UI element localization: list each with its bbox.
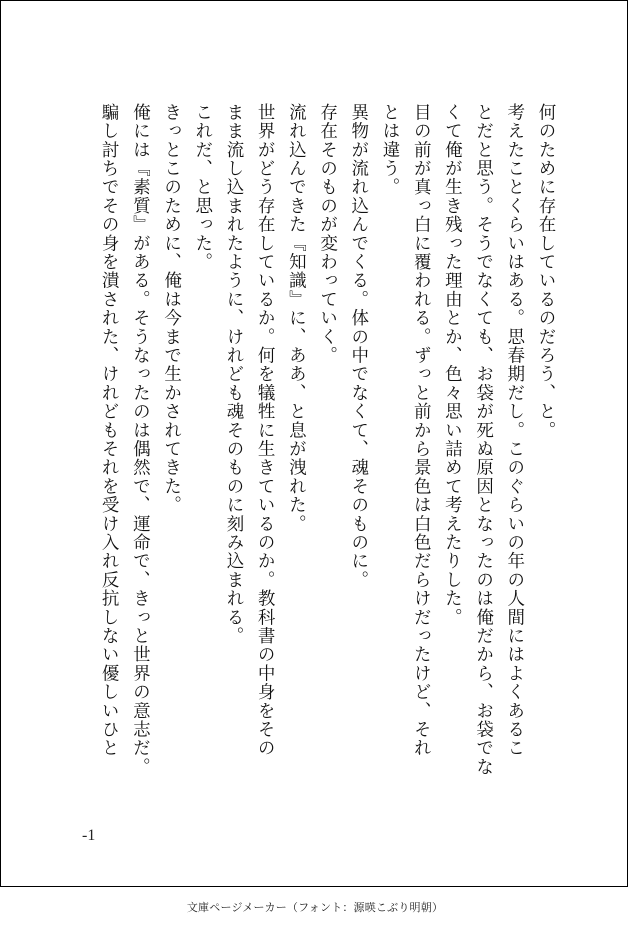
text-line: 何のために存在しているのだろう、と。 [536, 103, 556, 440]
text-line: 流れ込んできた『知識』に、ああ、と息が洩れた。 [286, 103, 307, 534]
text-line: これだ、と思った。 [192, 103, 213, 272]
text-line: 俺には『素質』がある。そうなったのは偶然で、運命で、きっと世界の意志だ。 [130, 103, 151, 777]
vertical-text-body [93, 103, 561, 813]
text-line: とは違う。 [379, 103, 400, 197]
footer-credit: 文庫ページメーカー（フォント：源暎こぶり明朝） [186, 901, 444, 914]
text-line: 存在そのものが変わっていく。 [317, 103, 338, 365]
text-line: 目の前が真っ白に覆われる。ずっと前から景色は白色だらけだったけど、それ [411, 103, 432, 758]
text-line: とだと思う。そうでなくても、お袋が死ぬ原因となったのは俺だから、お袋でな [473, 103, 494, 777]
text-line: きっとこのために、俺は今まで生かされてきた。 [161, 103, 182, 515]
text-line: 考えたことくらいはある。思春期だし。このぐらいの年の人間にはよくあるこ [504, 103, 525, 758]
text-line: 異物が流れ込んでくる。体の中でなくて、魂そのものに。 [348, 103, 369, 590]
text-line: 世界がどう存在しているか。何を犠牲に生きているのか。教科書の中身をその [255, 103, 276, 758]
text-line: 騙し討ちでその身を潰された、けれどもそれを受け入れ反抗しない優しいひと [99, 103, 120, 758]
page-number: -1 [82, 827, 96, 844]
text-line: くて俺が生き残った理由とか、色々思い詰めて考えたりした。 [442, 103, 463, 627]
text-line: まま流し込まれたように、けれども魂そのものに刻み込まれる。 [223, 103, 244, 646]
